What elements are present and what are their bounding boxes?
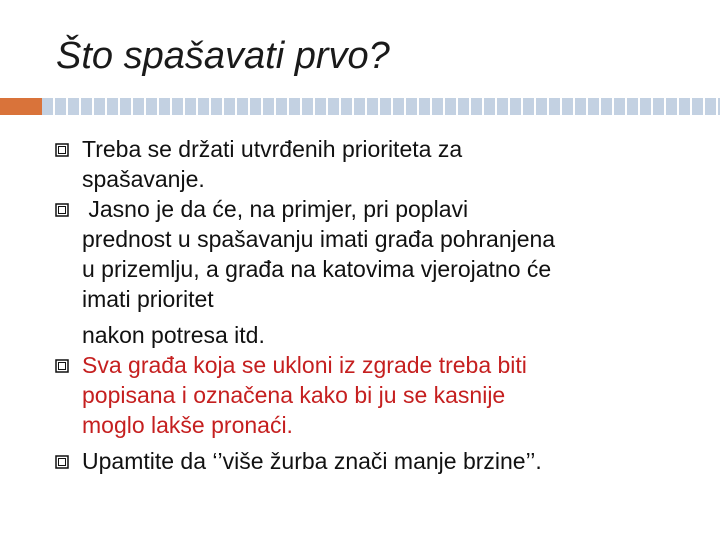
bullet-item-4 <box>0 446 720 476</box>
title-rule-accent <box>0 98 42 115</box>
bullet-2-line-2: prednost u spašavanju imati građa pohranjena <box>82 226 556 252</box>
title-rule-band <box>42 98 720 115</box>
bullet-3-line-1: Sva građa koja se ukloni iz zgrade treba biti <box>82 352 527 378</box>
hollow-square-bullet-icon <box>55 203 69 217</box>
bullet-item-2 <box>0 194 720 350</box>
bullet-1-line-1: Treba se držati utvrđenih prioriteta za <box>82 136 463 162</box>
bullet-3-line-3: moglo lakše pronaći. <box>82 412 293 438</box>
bullet-4-line-1: Upamtite da ‘’više žurba znači manje brzine’’. <box>82 448 542 474</box>
hollow-square-bullet-icon <box>55 455 69 469</box>
bullet-2-line-1: Jasno je da će, na primjer, pri poplavi <box>82 196 469 222</box>
bullet-item-3 <box>0 350 720 440</box>
slide-title: Što spašavati prvo? <box>56 35 390 77</box>
bullet-2-line-5: nakon potresa itd. <box>82 322 265 348</box>
bullet-3-line-2: popisana i označena kako bi ju se kasnije <box>82 382 506 408</box>
hollow-square-bullet-icon <box>55 359 69 373</box>
bullet-2-line-4: imati prioritet <box>82 286 214 312</box>
bullet-item-1 <box>0 134 720 194</box>
bullet-2-line-3: u prizemlju, a građa na katovima vjerojatno će <box>82 256 552 282</box>
hollow-square-bullet-icon <box>55 143 69 157</box>
bullet-1-line-2: spašavanje. <box>82 166 205 192</box>
bullet-list <box>0 134 720 476</box>
